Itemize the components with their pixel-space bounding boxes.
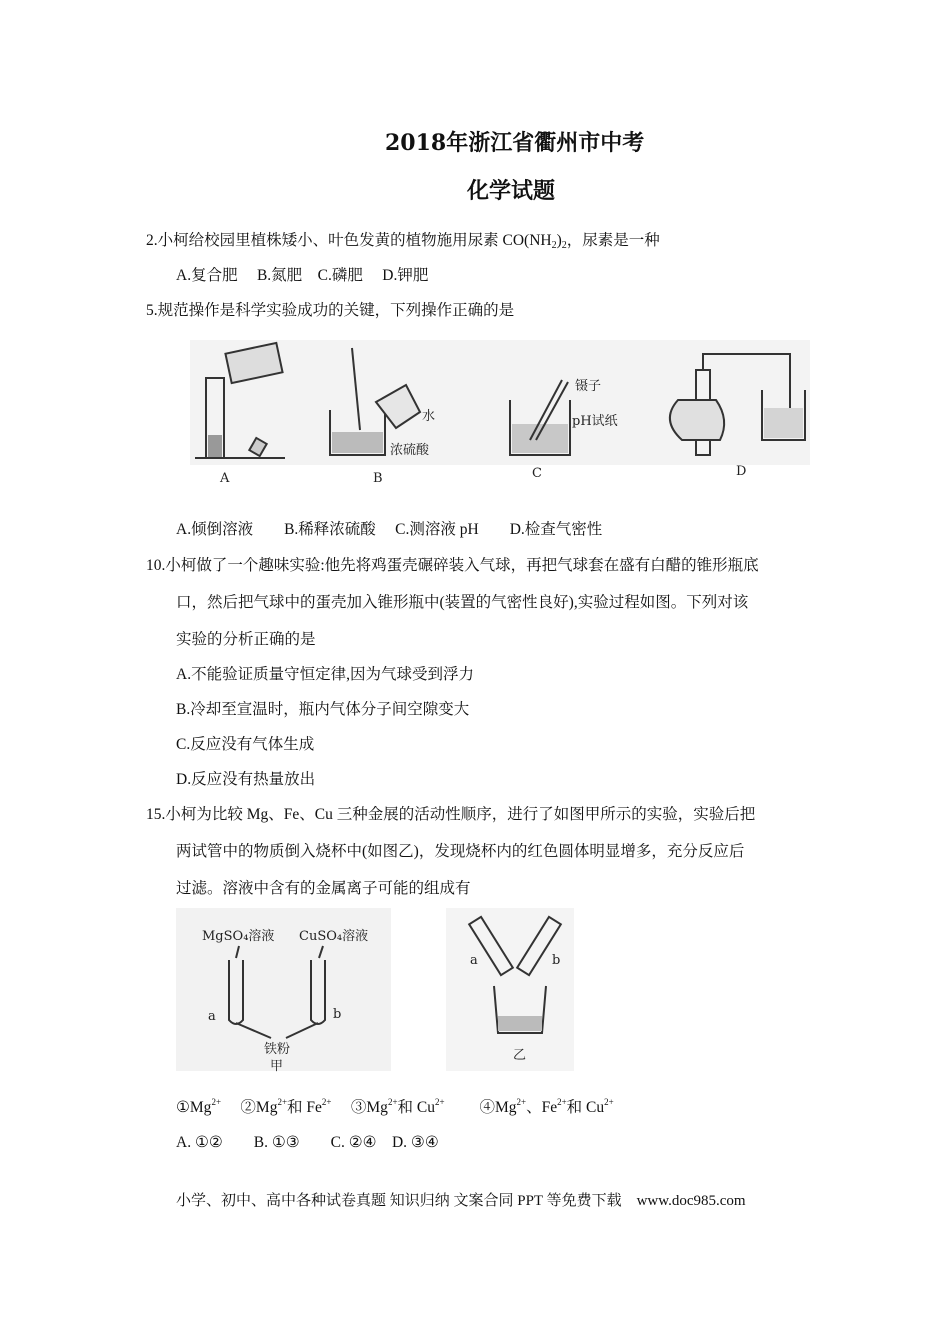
ion-3: ③Mg	[350, 1099, 388, 1116]
label-jia: 甲	[270, 1059, 284, 1073]
label-mgso4: MgSO₄溶液	[202, 929, 275, 944]
q5-options: A.倾倒溶液 B.稀释浓硫酸 C.测溶液 pH D.检查气密性	[176, 521, 603, 538]
ion-2: ②Mg	[240, 1099, 278, 1116]
ion-option-2	[240, 1099, 331, 1116]
page-title: 2018年浙江省衢州市中考	[385, 130, 645, 156]
ion-4-charge: 2+	[516, 1097, 527, 1107]
label-yi: 乙	[513, 1048, 527, 1063]
ion-2b: 和 Fe	[287, 1099, 322, 1116]
ion-4c-charge: 2+	[604, 1097, 614, 1107]
ion-4: ④Mg	[479, 1099, 517, 1116]
page-subtitle: 化学试题	[467, 178, 556, 204]
q15-ions	[176, 1098, 614, 1118]
label-yi-b: b	[552, 953, 561, 968]
q15-figure	[176, 908, 576, 1073]
label-yi-a: a	[470, 953, 478, 968]
ion-3b: 和 Cu	[397, 1099, 435, 1116]
q2-options: A.复合肥 B.氮肥 C.磷肥 D.钾肥	[176, 267, 429, 284]
label-tube-a: a	[208, 1009, 216, 1024]
q15-stem-2: 两试管中的物质倒入烧杯中(如图乙)，发现烧杯内的红色圆体明显增多，充分反应后	[176, 843, 745, 860]
q5-figure	[190, 340, 810, 490]
ion-4b-charge: 2+	[557, 1097, 567, 1107]
ion-4c: 和 Cu	[566, 1099, 605, 1116]
ion-1: ①Mg	[176, 1099, 212, 1116]
q10-option-c: C.反应没有气体生成	[176, 736, 315, 753]
q2-stem-sub2: 2	[561, 240, 567, 251]
fig-label-b: B	[373, 471, 383, 486]
q2-stem-sub: 2	[551, 240, 557, 251]
label-water: 水	[422, 409, 436, 424]
q10-stem-1: 10.小柯做了一个趣味实验:他先将鸡蛋壳碾碎装入气球，再把气球套在盛有白醋的锥形瓶底	[146, 557, 759, 574]
q10-option-a: A.不能验证质量守恒定律,因为气球受到浮力	[176, 666, 474, 683]
label-tweezers: 镊子	[575, 379, 602, 394]
ion-2b-charge: 2+	[321, 1097, 332, 1107]
label-ph-paper: pH试纸	[572, 414, 618, 429]
label-conc-acid: 浓硫酸	[390, 443, 430, 458]
q2-stem-c: ，尿素是一种	[566, 232, 660, 249]
q10-stem-3: 实验的分析正确的是	[176, 631, 316, 648]
ion-3b-charge: 2+	[434, 1097, 445, 1107]
label-tube-b: b	[333, 1007, 342, 1022]
q10-stem-2: 口，然后把气球中的蛋壳加入锥形瓶中(装置的气密性良好),实验过程如图。下列对该	[176, 594, 749, 611]
ion-2-charge: 2+	[277, 1097, 288, 1107]
q2-stem-b: )	[556, 232, 562, 249]
q15-options: A. ①② B. ①③ C. ②④ D. ③④	[176, 1134, 439, 1151]
q15-stem-1: 15.小柯为比较 Mg、Fe、Cu 三种金展的活动性顺序，进行了如图甲所示的实验，实验后把	[146, 806, 756, 823]
ion-4b: 、Fe	[526, 1099, 558, 1116]
label-cuso4: CuSO₄溶液	[299, 929, 369, 944]
fig-label-c: C	[532, 466, 542, 481]
ion-3-charge: 2+	[387, 1097, 398, 1107]
ion-1-charge: 2+	[211, 1097, 222, 1107]
label-iron-powder: 铁粉	[264, 1042, 291, 1057]
q5-stem: 5.规范操作是科学实验成功的关键，下列操作正确的是	[146, 302, 515, 319]
q2-stem-a: 2.小柯给校园里植株矮小、叶色发黄的植物施用尿素 CO(NH	[146, 232, 552, 249]
footer-text: 小学、初中、高中各种试卷真题 知识归纳 文案合同 PPT 等免费下载 www.doc985.com	[176, 1193, 746, 1209]
ion-option-4	[479, 1099, 613, 1116]
fig-label-a: A	[220, 471, 230, 486]
q10-option-d: D.反应没有热量放出	[176, 771, 316, 788]
q10-option-b: B.冷却至宣温时，瓶内气体分子间空隙变大	[176, 701, 470, 718]
ion-option-3	[351, 1099, 445, 1116]
fig-label-d: D	[736, 464, 747, 479]
q15-stem-3: 过滤。溶液中含有的金属离子可能的组成有	[176, 880, 471, 897]
q2-stem	[146, 231, 660, 251]
ion-option-1	[176, 1099, 221, 1116]
